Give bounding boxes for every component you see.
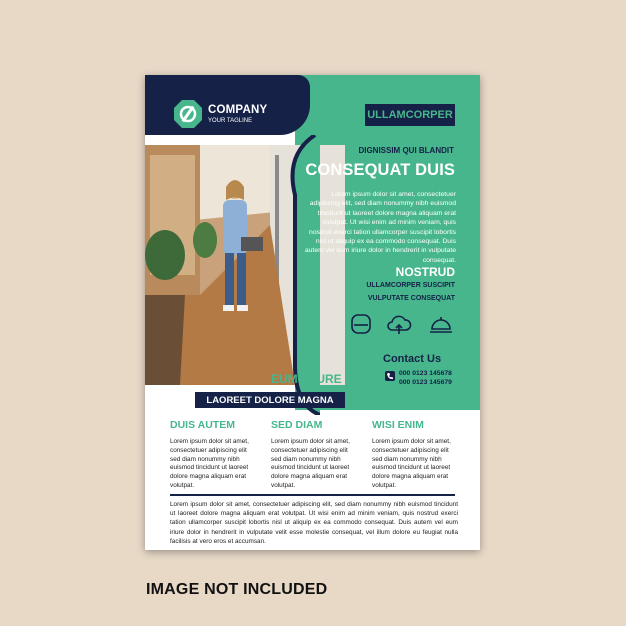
column-title: SED DIAM [271,419,323,431]
banner-heading: EUM IRIURE [271,372,342,386]
column-3 [372,419,460,491]
phone-number-2: 000 0123 145679 [399,379,452,386]
service-icons [350,313,460,335]
column-1 [170,419,258,491]
caption: IMAGE NOT INCLUDED [146,581,328,598]
service-bell-icon [430,317,452,332]
column-title: DUIS AUTEM [170,419,235,431]
services-line-1: ULLAMCORPER SUSCIPIT [366,282,455,289]
helmet-icon [352,315,370,333]
column-text: Lorem ipsum dolor sit amet, consectetuer adipiscing elit sed diam nonummy nibh euismod tincidunt ut laoreet dolore magna aliquam erat volutpat. [170,438,249,489]
intro-kicker: DIGNISSIM QUI BLANDIT [358,146,454,155]
phone-number-1: 000 0123 145678 [399,370,452,377]
column-title: WISI ENIM [372,419,424,431]
phone-icon [385,371,395,381]
column-text: Lorem ipsum dolor sit amet, consectetuer adipiscing elit sed diam nonummy nibh euismod tincidunt ut laoreet dolore magna aliquam erat volutpat. [271,438,350,489]
ullamcorper-badge: ULLAMCORPER [365,104,455,126]
divider [170,494,455,496]
footer-text: Lorem ipsum dolor sit amet, consectetuer adipiscing elit, sed diam nonummy nibh euismod tincidunt ut laoreet dolore magna aliquam erat volutpat. Ut wisi enim ad minim veniam, quis nostrud exerci tation ullamcorper suscipit lobortis nisl ut aliquip ex ea commodo consequat. Duis autem vel eum iriure dolor in hendrerit in vulputate velit esse molestie consequat, vel illum dolore eu feugiat nulla facilisis at vero eros et accumsan. [170,501,458,545]
flyer [145,75,480,550]
contact-title: Contact Us [383,353,442,365]
cloud-upload-icon [388,316,411,334]
company-logo-icon [173,99,203,129]
services-title: NOSTRUD [395,265,455,279]
services-line-2: VULPUTATE CONSEQUAT [367,295,455,302]
column-text: Lorem ipsum dolor sit amet, consectetuer adipiscing elit sed diam nonummy nibh euismod tincidunt ut laoreet dolore magna aliquam erat volutpat. [372,438,451,489]
intro-paragraph: Lorem ipsum dolor sit amet, consectetuer adipiscing elit, sed diam nonummy nibh euismod tincidunt ut laoreet dolore magna aliquam erat volutpat. Ut wisi enim ad minim veniam, quis nostrud exerci tation ullamcorper suscipit lobortis nisl ut aliquip ex ea commodo consequat. Duis autem vel eum iriure dolor in hendrerit in vulputate consequat. [304,191,456,264]
banner-bar: LAOREET DOLORE MAGNA [195,392,345,408]
intro-title: CONSEQUAT DUIS [305,161,455,179]
column-2 [271,419,359,491]
company-name: COMPANY [208,104,268,116]
company-tagline: YOUR TAGLINE [208,118,253,124]
